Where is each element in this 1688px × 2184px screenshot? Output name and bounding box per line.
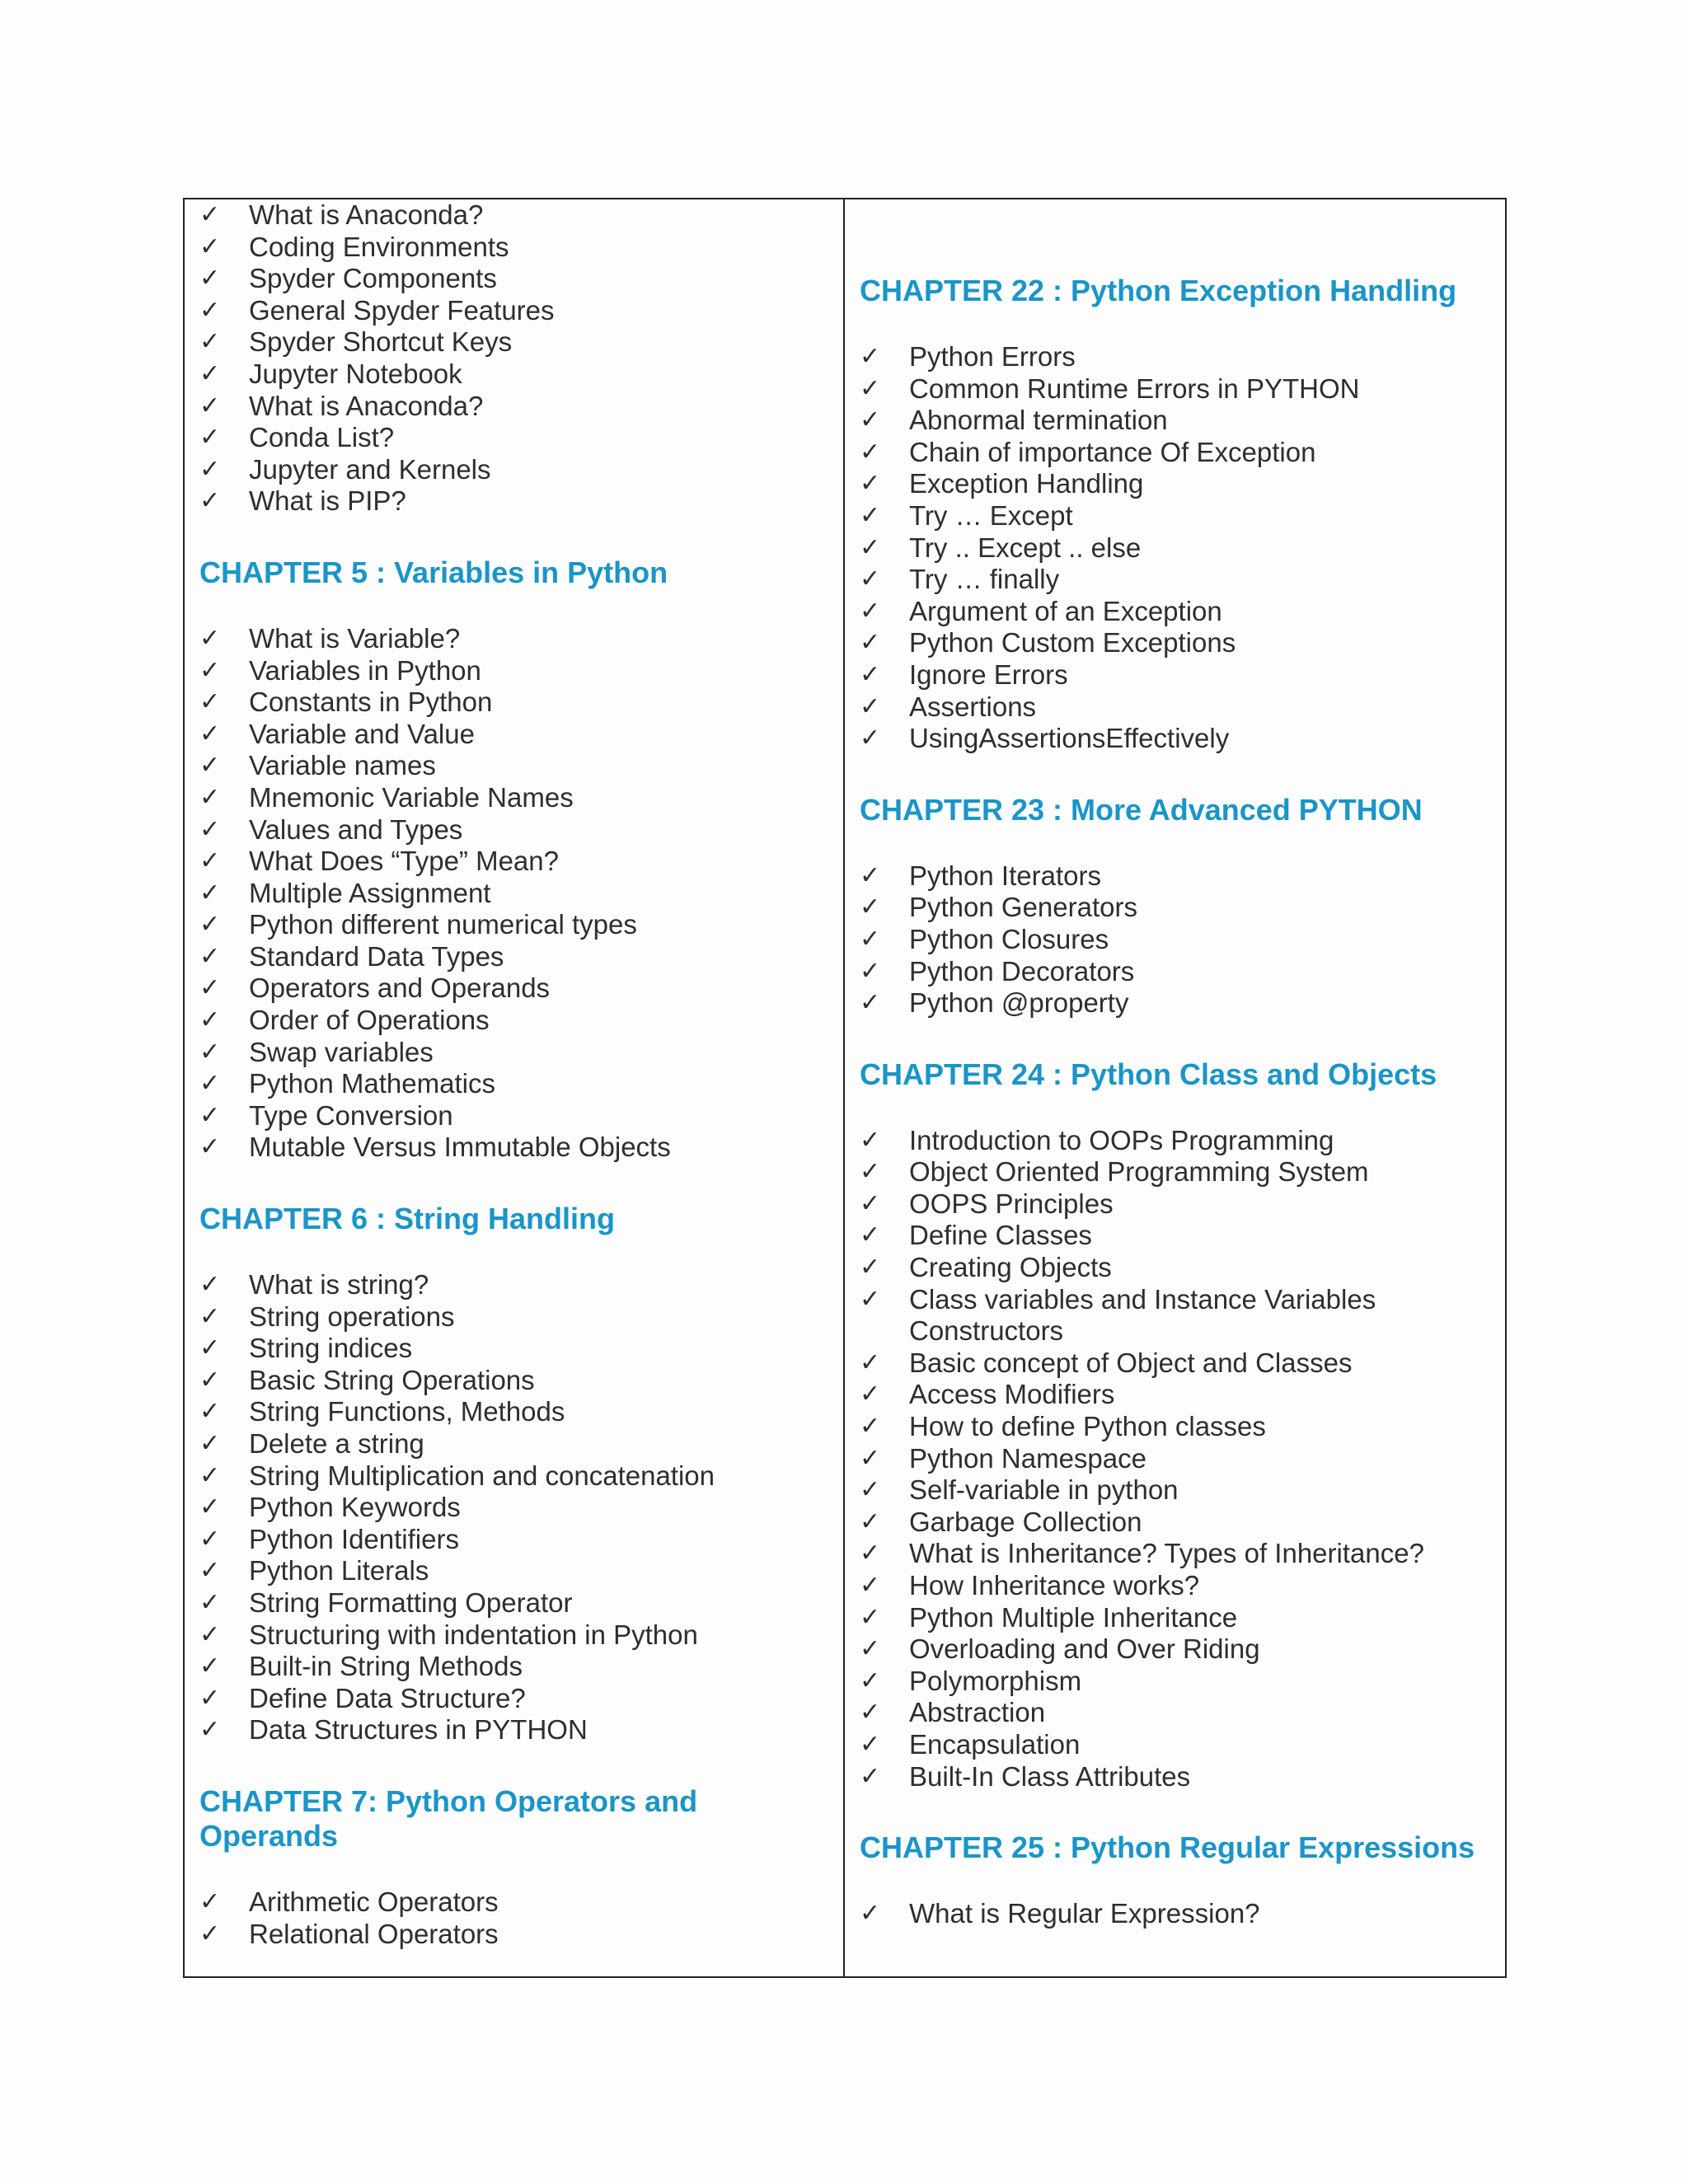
list-item-label: What is PIP?	[249, 485, 406, 517]
list-item	[199, 1683, 843, 1715]
list-item	[860, 1284, 1505, 1316]
list-item-label: Operators and Operands	[249, 972, 551, 1004]
list-item	[199, 359, 843, 391]
list-item-label: Creating Objects	[909, 1252, 1112, 1283]
checkmark-icon: ✓	[199, 814, 221, 844]
list-item-label: Object Oriented Programming System	[909, 1156, 1369, 1188]
checkmark-icon: ✓	[860, 532, 881, 562]
left-column	[185, 199, 845, 1976]
list-item-label: Abnormal termination	[909, 405, 1168, 436]
list-item-label: Chain of importance Of Exception	[909, 436, 1316, 467]
list-item-label: Python Custom Exceptions	[909, 627, 1236, 658]
list-item	[199, 687, 843, 719]
checkmark-icon: ✓	[199, 910, 221, 940]
list-item	[860, 1697, 1505, 1729]
list-item-label: Define Data Structure?	[249, 1682, 526, 1713]
list-item-label: String operations	[249, 1301, 455, 1332]
syllabus-table	[183, 198, 1507, 1978]
checkmark-icon: ✓	[860, 565, 881, 594]
checkmark-icon: ✓	[199, 1069, 221, 1099]
list-item	[199, 782, 843, 814]
checkmark-icon: ✓	[860, 405, 881, 435]
list-item	[860, 437, 1505, 469]
checkmark-icon: ✓	[860, 373, 881, 403]
list-item	[199, 295, 843, 327]
list-item	[860, 1315, 1505, 1347]
checkmark-icon: ✓	[199, 1556, 221, 1586]
checkmark-icon: ✓	[199, 655, 221, 685]
list-item-label: Polymorphism	[909, 1665, 1082, 1696]
list-item-label: Python Mathematics	[249, 1068, 495, 1099]
blank-cell-top	[860, 199, 1505, 274]
list-item-label: Try .. Except .. else	[909, 532, 1142, 563]
list-item-label: Spyder Shortcut Keys	[249, 326, 513, 358]
list-item	[860, 1125, 1505, 1157]
list-item-label: Encapsulation	[909, 1728, 1081, 1760]
list-item-label: What is Variable?	[249, 622, 461, 654]
list-item-label: String Functions, Methods	[249, 1396, 565, 1427]
checkmark-icon: ✓	[860, 1602, 881, 1632]
list-item-label: Assertions	[909, 691, 1037, 722]
list-item-label: Common Runtime Errors in PYTHON	[909, 373, 1360, 404]
checkmark-icon: ✓	[199, 1100, 221, 1130]
checkmark-icon: ✓	[199, 1005, 221, 1035]
list-item	[860, 691, 1505, 724]
list-item	[860, 1474, 1505, 1507]
list-item-label: Python Literals	[249, 1555, 429, 1586]
checkmark-icon: ✓	[860, 924, 881, 954]
checkmark-icon: ✓	[860, 1380, 881, 1409]
list-item	[199, 623, 843, 655]
checkmark-icon: ✓	[199, 423, 221, 452]
list-item	[860, 1507, 1505, 1539]
checkmark-icon: ✓	[860, 596, 881, 626]
list-item-label: Arithmetic Operators	[249, 1886, 499, 1917]
list-item	[860, 596, 1505, 628]
list-item-label: Variable and Value	[249, 718, 475, 749]
list-item-label: Relational Operators	[249, 1918, 499, 1949]
checkmark-icon: ✓	[860, 1634, 881, 1664]
chapter-5-heading: CHAPTER 5 : Variables in Python	[199, 555, 668, 589]
checkmark-icon: ✓	[199, 327, 221, 357]
list-item	[860, 1602, 1505, 1634]
list-item	[860, 500, 1505, 532]
list-item-label: Python Namespace	[909, 1442, 1146, 1474]
checkmark-icon: ✓	[199, 1683, 221, 1713]
list-item	[199, 1037, 843, 1069]
list-item-label: Python @property	[909, 987, 1129, 1019]
checkmark-icon: ✓	[860, 1125, 881, 1155]
list-item	[199, 878, 843, 910]
list-item-label: What is Regular Expression?	[909, 1898, 1260, 1929]
list-item-label: Spyder Components	[249, 263, 497, 294]
list-item-label: Class variables and Instance Variables	[909, 1283, 1376, 1315]
list-item-label: Try … Except	[909, 499, 1073, 531]
list-item	[199, 485, 843, 518]
checkmark-icon: ✓	[860, 1188, 881, 1218]
checkmark-icon: ✓	[199, 1919, 221, 1948]
chapter-7-heading: CHAPTER 7: Python Operators and	[199, 1783, 698, 1818]
checkmark-icon: ✓	[860, 1899, 881, 1929]
list-item-label: Built-in String Methods	[249, 1651, 523, 1682]
list-item-label: Python Iterators	[909, 860, 1101, 891]
list-item-label: Values and Types	[249, 813, 463, 845]
checkmark-icon: ✓	[860, 1539, 881, 1568]
list-item	[860, 564, 1505, 596]
list-item	[199, 1068, 843, 1100]
list-item	[860, 1188, 1505, 1221]
checkmark-icon: ✓	[860, 1698, 881, 1727]
list-item-label: Overloading and Over Riding	[909, 1633, 1260, 1665]
checkmark-icon: ✓	[199, 1037, 221, 1066]
list-item	[199, 846, 843, 878]
list-item-label: General Spyder Features	[249, 294, 555, 326]
list-item-label: Exception Handling	[909, 468, 1144, 499]
checkmark-icon: ✓	[860, 1157, 881, 1187]
checkmark-icon: ✓	[860, 1571, 881, 1600]
list-item	[860, 627, 1505, 659]
checkmark-icon: ✓	[199, 1886, 221, 1916]
checkmark-icon: ✓	[860, 1729, 881, 1759]
checkmark-icon: ✓	[199, 1270, 221, 1300]
checkmark-icon: ✓	[199, 391, 221, 420]
checkmark-icon: ✓	[199, 264, 221, 293]
checkmark-icon: ✓	[199, 973, 221, 1003]
list-item-label: OOPS Principles	[909, 1188, 1114, 1219]
checkmark-icon: ✓	[199, 1524, 221, 1554]
checkmark-icon: ✓	[199, 1365, 221, 1394]
checkmark-icon: ✓	[199, 782, 221, 812]
list-item	[860, 1898, 1505, 1930]
list-item	[199, 1460, 843, 1493]
right-column	[845, 199, 1505, 1976]
list-item	[860, 1411, 1505, 1443]
list-item-label: Python different numerical types	[249, 909, 637, 940]
list-item-label: What is Anaconda?	[249, 199, 484, 230]
list-item	[860, 1729, 1505, 1761]
list-item	[860, 924, 1505, 956]
list-item	[860, 860, 1505, 893]
list-item-label: Structuring with indentation in Python	[249, 1619, 698, 1650]
list-item-label: Mutable Versus Immutable Objects	[249, 1132, 671, 1163]
list-item-label: Basic String Operations	[249, 1364, 535, 1395]
list-item	[199, 1301, 843, 1333]
list-item	[199, 1492, 843, 1524]
list-item	[860, 892, 1505, 924]
checkmark-icon: ✓	[860, 860, 881, 890]
list-item-label: Abstraction	[909, 1697, 1046, 1728]
list-item-label: Introduction to OOPs Programming	[909, 1124, 1334, 1155]
list-item-label: Python Errors	[909, 341, 1076, 372]
checkmark-icon: ✓	[860, 893, 881, 922]
checkmark-icon: ✓	[199, 359, 221, 388]
list-item-label: Swap variables	[249, 1036, 434, 1067]
list-item	[860, 468, 1505, 500]
checkmark-icon: ✓	[199, 1333, 221, 1363]
checkmark-icon: ✓	[199, 295, 221, 325]
list-item-label: Ignore Errors	[909, 658, 1068, 690]
list-item-label: Standard Data Types	[249, 940, 504, 972]
chapter-6-heading: CHAPTER 6 : String Handling	[199, 1202, 615, 1236]
checkmark-icon: ✓	[860, 1443, 881, 1473]
list-item	[199, 750, 843, 782]
list-item	[860, 1347, 1505, 1380]
checkmark-icon: ✓	[860, 956, 881, 986]
checkmark-icon: ✓	[199, 232, 221, 261]
checkmark-icon: ✓	[199, 1132, 221, 1162]
list-item	[860, 1379, 1505, 1411]
checkmark-icon: ✓	[199, 1460, 221, 1490]
list-item-label: Python Generators	[909, 892, 1137, 923]
checkmark-icon: ✓	[860, 342, 881, 371]
list-item	[860, 1538, 1505, 1570]
checkmark-icon: ✓	[199, 1652, 221, 1681]
list-item-label: How to define Python classes	[909, 1411, 1266, 1442]
list-item-label: Constructors	[909, 1315, 1064, 1347]
checkmark-icon: ✓	[199, 1301, 221, 1331]
list-item	[199, 1524, 843, 1556]
checkmark-icon: ✓	[860, 628, 881, 658]
list-item-label: Python Keywords	[249, 1492, 461, 1523]
list-item	[199, 1396, 843, 1428]
list-item	[860, 659, 1505, 691]
checkmark-icon: ✓	[860, 1253, 881, 1282]
list-item	[199, 1269, 843, 1301]
list-item-label: Basic concept of Object and Classes	[909, 1347, 1353, 1378]
checkmark-icon: ✓	[199, 751, 221, 780]
list-item	[199, 1886, 843, 1919]
list-item	[199, 1365, 843, 1397]
list-item	[860, 373, 1505, 405]
checkmark-icon: ✓	[199, 719, 221, 748]
list-item-label: Variables in Python	[249, 654, 481, 686]
list-item-label: Access Modifiers	[909, 1379, 1115, 1410]
list-item-label: Order of Operations	[249, 1005, 490, 1036]
checkmark-icon: ✓	[199, 454, 221, 484]
list-item	[199, 454, 843, 486]
list-item	[860, 1666, 1505, 1698]
checkmark-icon: ✓	[860, 659, 881, 689]
list-item	[199, 391, 843, 423]
list-item	[860, 723, 1505, 755]
checkmark-icon: ✓	[860, 1284, 881, 1314]
list-item	[199, 232, 843, 264]
list-item-label: Built-In Class Attributes	[909, 1760, 1191, 1792]
checkmark-icon: ✓	[199, 623, 221, 653]
list-item-label: UsingAssertionsEffectively	[909, 723, 1230, 754]
checkmark-icon: ✓	[199, 1619, 221, 1649]
list-item	[199, 814, 843, 846]
checkmark-icon: ✓	[860, 724, 881, 753]
checkmark-icon: ✓	[199, 1587, 221, 1617]
list-item-label: Python Closures	[909, 923, 1109, 954]
list-item-label: What is string?	[249, 1269, 429, 1301]
list-item-label: What is Inheritance? Types of Inheritance?	[909, 1538, 1424, 1569]
checkmark-icon: ✓	[199, 1397, 221, 1427]
list-item-label: Python Identifiers	[249, 1523, 459, 1554]
list-item	[199, 1587, 843, 1619]
list-item-label: String Multiplication and concatenation	[249, 1460, 715, 1491]
list-item-label: What Does “Type” Mean?	[249, 846, 559, 877]
list-item-label: Mnemonic Variable Names	[249, 781, 574, 813]
checkmark-icon: ✓	[860, 691, 881, 721]
checkmark-icon: ✓	[860, 1221, 881, 1250]
list-item-label: Define Classes	[909, 1220, 1092, 1251]
list-item	[199, 326, 843, 359]
list-item	[860, 956, 1505, 988]
list-item-label: Coding Environments	[249, 231, 509, 262]
list-item-label: Argument of an Exception	[909, 595, 1222, 626]
list-item-label: String indices	[249, 1333, 413, 1364]
list-item-label: Multiple Assignment	[249, 877, 491, 908]
list-item	[860, 987, 1505, 1019]
list-item-label: Jupyter Notebook	[249, 358, 462, 389]
list-item-label: Python Multiple Inheritance	[909, 1601, 1238, 1633]
list-item-label: Jupyter and Kernels	[249, 453, 491, 485]
list-item	[860, 1443, 1505, 1475]
list-item	[199, 1919, 843, 1951]
checkmark-icon: ✓	[199, 687, 221, 717]
chapter-23-heading: CHAPTER 23 : More Advanced PYTHON	[860, 792, 1423, 827]
checkmark-icon: ✓	[860, 1761, 881, 1791]
list-item	[199, 1651, 843, 1683]
checkmark-icon: ✓	[860, 1475, 881, 1505]
list-item	[860, 532, 1505, 565]
list-item	[199, 1428, 843, 1460]
list-item-label: Garbage Collection	[909, 1506, 1142, 1537]
list-item-label: What is Anaconda?	[249, 390, 484, 421]
list-item	[860, 1252, 1505, 1284]
checkmark-icon: ✓	[199, 846, 221, 876]
list-item	[860, 1633, 1505, 1666]
list-item-label: Python Decorators	[909, 955, 1135, 987]
checkmark-icon: ✓	[860, 1507, 881, 1536]
chapter-24-heading: CHAPTER 24 : Python Class and Objects	[860, 1057, 1437, 1091]
checkmark-icon: ✓	[860, 1666, 881, 1695]
checkmark-icon: ✓	[860, 988, 881, 1018]
list-item	[199, 1100, 843, 1132]
checkmark-icon: ✓	[199, 486, 221, 516]
checkmark-icon: ✓	[199, 1715, 221, 1745]
list-item	[860, 1570, 1505, 1602]
list-item	[860, 1761, 1505, 1793]
checkmark-icon: ✓	[860, 469, 881, 499]
list-item-label: Try … finally	[909, 564, 1060, 595]
checkmark-icon: ✓	[199, 941, 221, 971]
list-item	[199, 263, 843, 295]
list-item	[199, 655, 843, 687]
list-item	[860, 1220, 1505, 1252]
list-item-label: Type Conversion	[249, 1099, 453, 1131]
list-item-label: Delete a string	[249, 1428, 424, 1459]
list-item	[199, 1132, 843, 1164]
list-item-label: How Inheritance works?	[909, 1570, 1200, 1601]
list-item-label: Variable names	[249, 750, 436, 781]
list-item	[860, 405, 1505, 437]
list-item-label: Conda List?	[249, 422, 395, 453]
checkmark-icon: ✓	[199, 878, 221, 907]
checkmark-icon: ✓	[860, 1412, 881, 1441]
checkmark-icon: ✓	[860, 1347, 881, 1377]
list-item	[199, 941, 843, 973]
checkmark-icon: ✓	[860, 500, 881, 530]
checkmark-icon: ✓	[860, 437, 881, 466]
list-item	[199, 1714, 843, 1746]
list-item-label: Self-variable in python	[909, 1474, 1179, 1506]
list-item	[199, 909, 843, 941]
list-item-label: Constants in Python	[249, 687, 493, 718]
list-item	[199, 719, 843, 751]
list-item	[860, 1156, 1505, 1188]
chapter-25-heading: CHAPTER 25 : Python Regular Expressions	[860, 1830, 1475, 1865]
checkmark-icon: ✓	[199, 1429, 221, 1458]
list-item	[199, 1005, 843, 1037]
chapter-22-heading: CHAPTER 22 : Python Exception Handling	[860, 274, 1457, 307]
list-item	[199, 972, 843, 1005]
checkmark-icon: ✓	[199, 200, 221, 229]
chapter-7-heading-line2: Operands	[199, 1818, 339, 1853]
list-item	[860, 341, 1505, 373]
list-item-label: String Formatting Operator	[249, 1586, 573, 1618]
checkmark-icon: ✓	[199, 1493, 221, 1522]
list-item	[199, 1619, 843, 1652]
list-item-label: Data Structures in PYTHON	[249, 1714, 588, 1746]
list-item	[199, 199, 843, 232]
list-item	[199, 422, 843, 454]
list-item	[199, 1333, 843, 1365]
list-item	[199, 1555, 843, 1587]
